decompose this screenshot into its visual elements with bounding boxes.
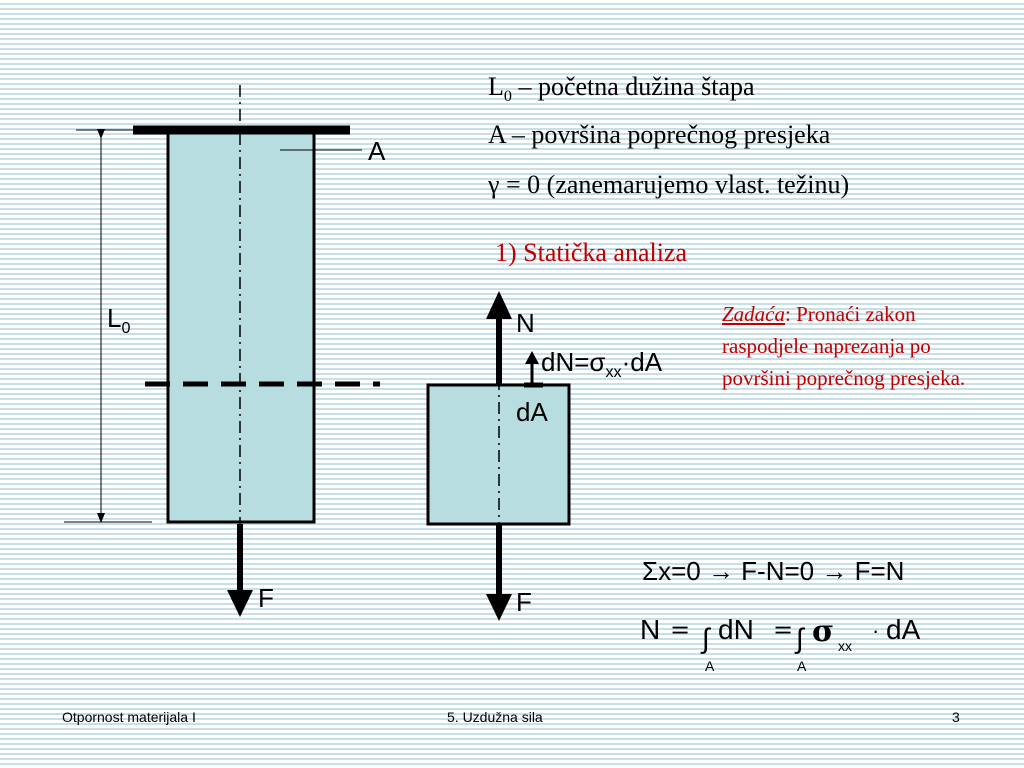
bar-body xyxy=(168,132,314,522)
force-label-right: F xyxy=(516,587,532,617)
task-body: : Pronaći zakon raspodjele naprezanja po površini poprečnog presjeka. xyxy=(722,302,966,390)
integral-dA: dA xyxy=(886,614,921,645)
dA-label: dA xyxy=(516,397,548,427)
area-label: A xyxy=(368,136,386,166)
length-label: $L_0$ xyxy=(107,303,131,337)
definition-area: A – površina poprečnog presjeka xyxy=(488,120,831,149)
dN-arrow-head xyxy=(525,351,539,364)
integral-dot: · xyxy=(872,618,880,643)
task-label: Zadaća xyxy=(722,302,785,326)
integral-lower-limit-1: A xyxy=(705,658,715,674)
integral-dN: dN xyxy=(718,614,754,645)
integral-sigma-sub: xx xyxy=(838,638,852,654)
integral-equals-2: = xyxy=(773,616,794,644)
integral-equation xyxy=(640,614,960,684)
normal-force-arrow-head xyxy=(486,291,512,319)
integral-lower-limit-2: A xyxy=(797,658,807,674)
force-arrow-left-head xyxy=(227,590,253,617)
normal-force-label: N xyxy=(516,308,535,338)
footer-page-number: 3 xyxy=(952,709,960,725)
definition-length: $L_0$ – početna dužina štapa xyxy=(488,72,755,105)
integral-sigma: σ xyxy=(812,614,835,649)
integral-equals-1: = xyxy=(670,616,691,644)
definition-gamma: γ = 0 (zanemarujemo vlast. težinu) xyxy=(488,170,850,199)
footer-course: Otpornost materijala I xyxy=(62,709,196,725)
integral-sign-1: ∫ xyxy=(702,623,710,654)
integral-N: N xyxy=(640,614,661,645)
section-heading: 1) Statička analiza xyxy=(495,238,688,267)
force-label-left: F xyxy=(258,583,274,613)
footer-chapter: 5. Uzdužna sila xyxy=(447,709,543,725)
force-arrow-right-head xyxy=(486,594,512,621)
integral-sign-2: ∫ xyxy=(796,623,804,654)
dN-label: $dN=\sigma_{xx}\cdot dA$ xyxy=(541,347,663,381)
equilibrium-equation: Σx=0 → F-N=0 → F=N xyxy=(642,556,905,586)
